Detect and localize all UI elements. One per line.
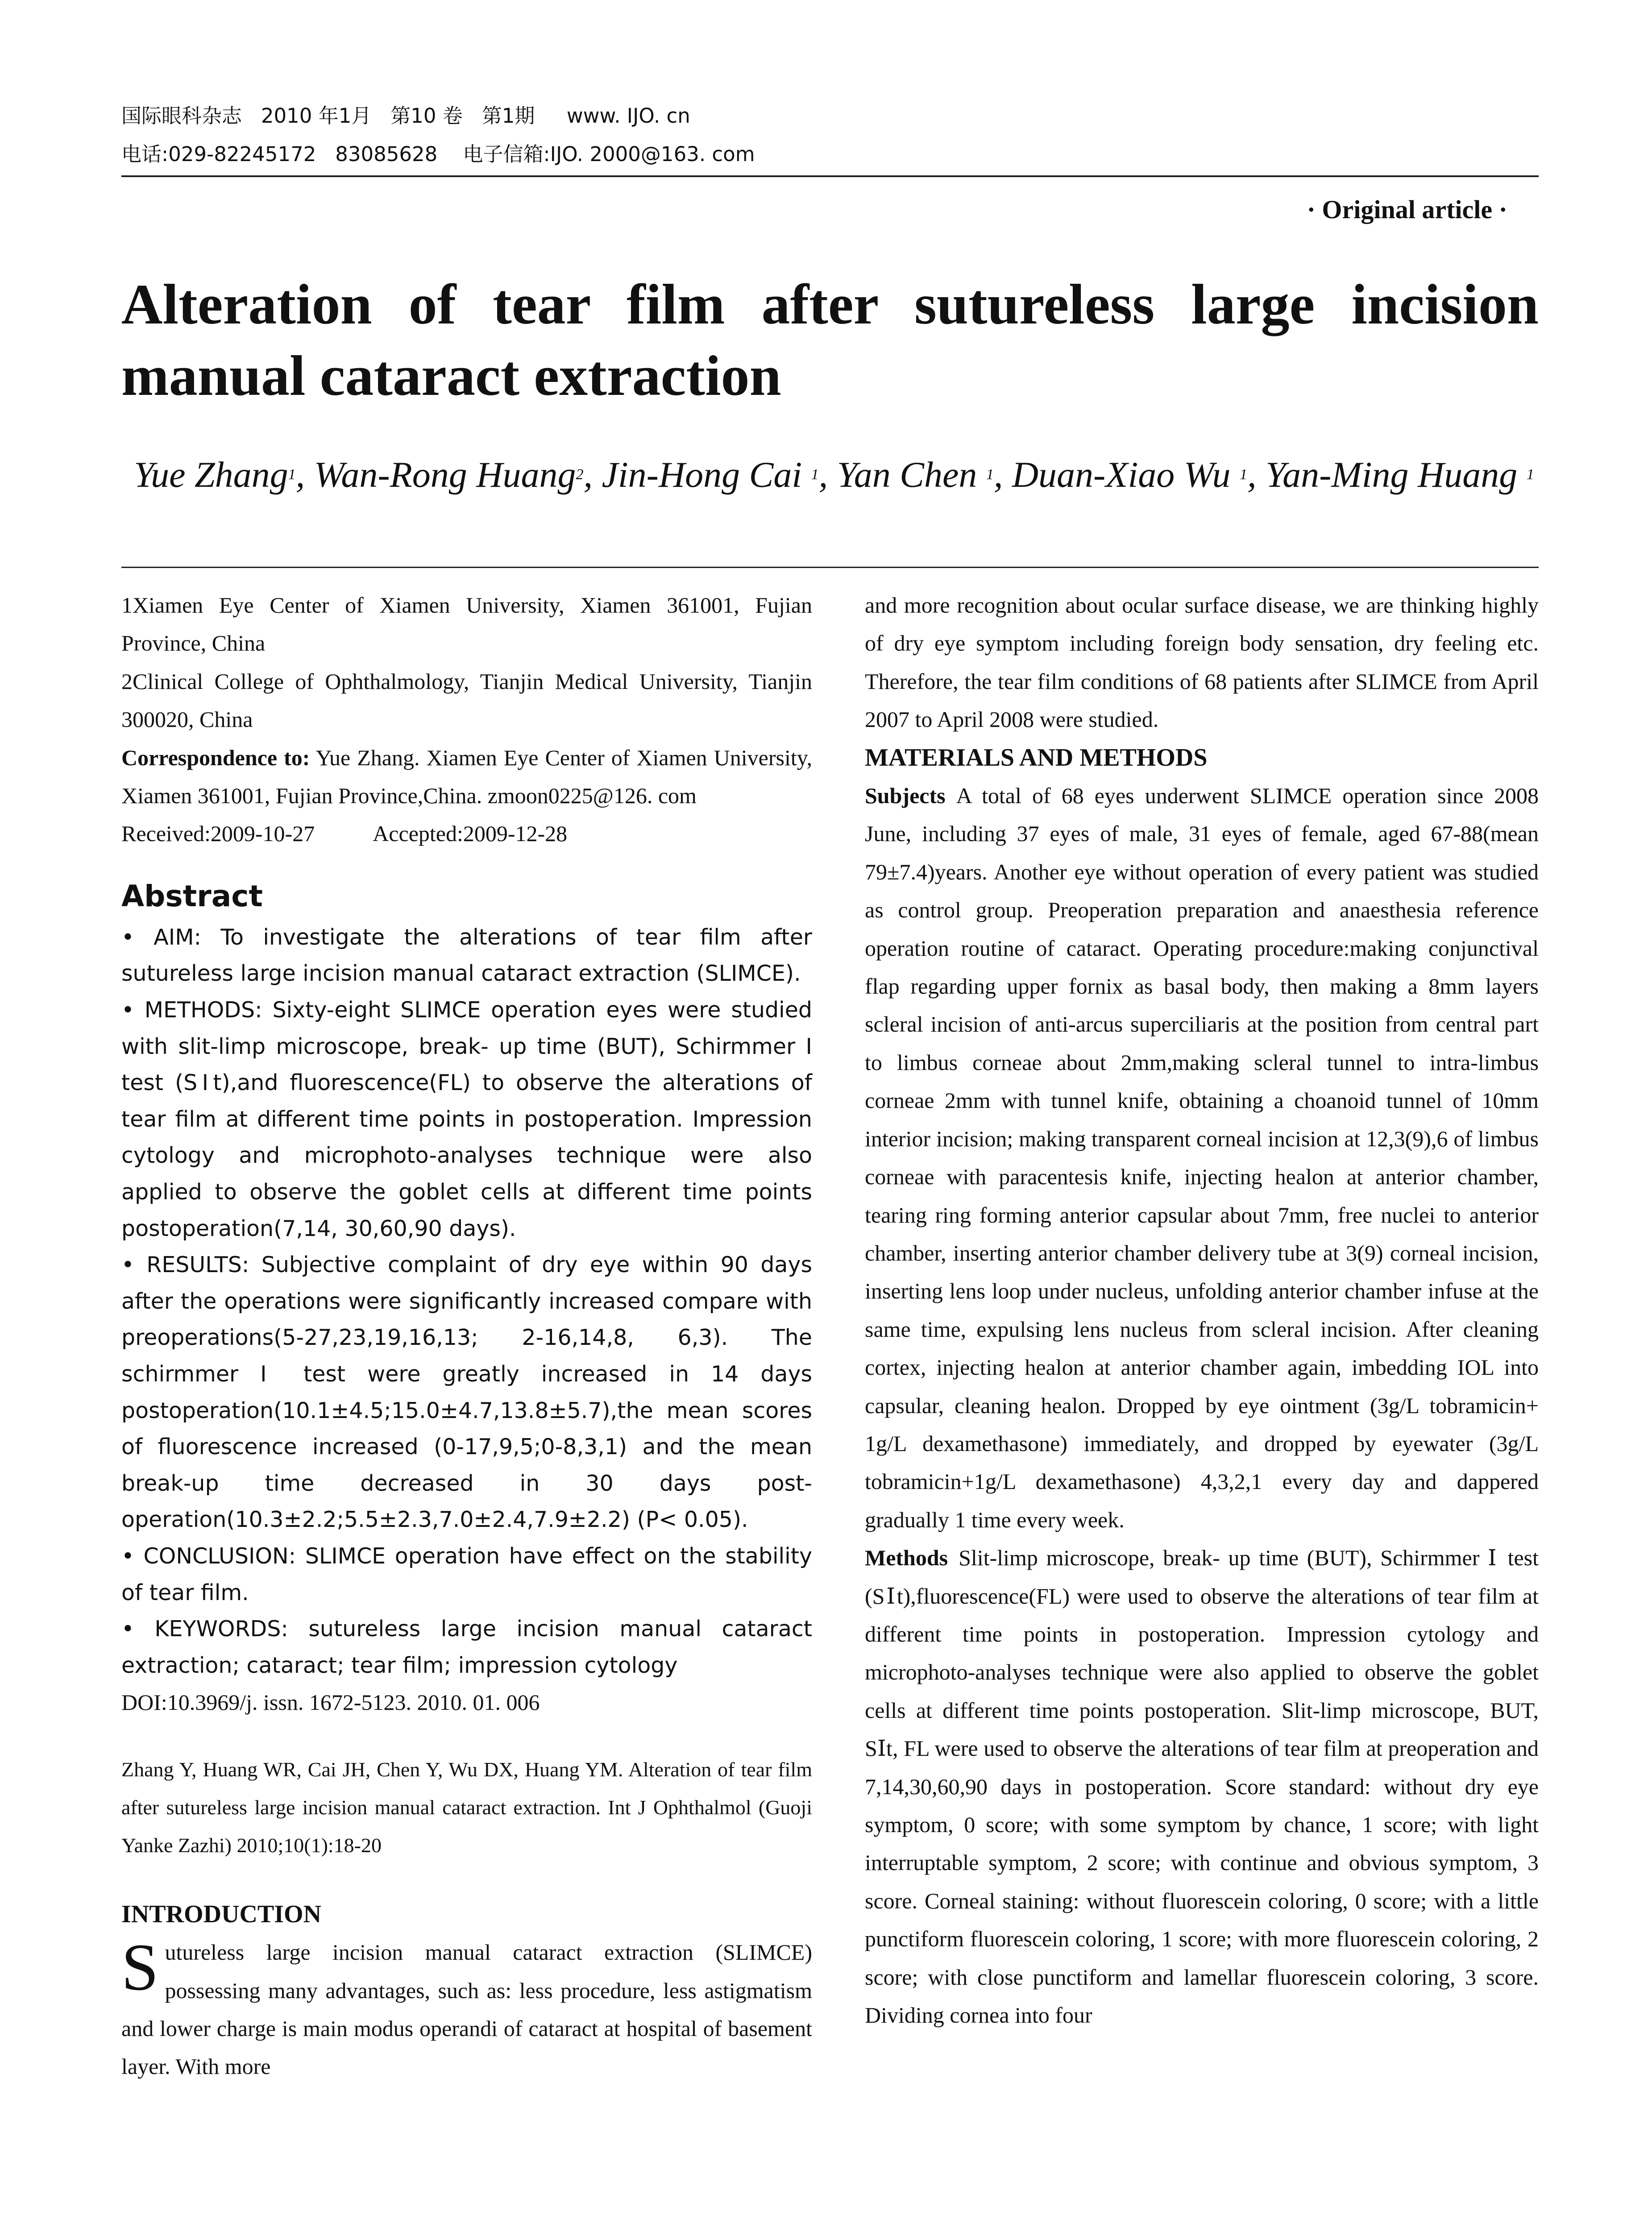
dates — [121, 815, 812, 853]
methods-label: Methods — [865, 1545, 948, 1571]
doi: DOI:10.3969/j. issn. 1672-5123. 2010. 01. 006 — [121, 1690, 540, 1715]
introduction-heading: INTRODUCTION — [121, 1900, 322, 1928]
abstract-keywords: • KEYWORDS: sutureless large incision manual cataract extraction; cataract; tear film; impression cytology — [121, 1616, 812, 1678]
correspondence-text: Yue Zhang. Xiamen Eye Center of Xiamen University, Xiamen 361001, Fujian Province,China. zmoon0225@126. com — [121, 745, 812, 809]
methods-paragraph — [865, 1539, 1539, 2034]
abstract-conclusion: • CONCLUSION: SLIMCE operation have effect on the stability of tear film. — [121, 1543, 812, 1605]
affiliation-1: 1Xiamen Eye Center of Xiamen University, Xiamen 361001, Fujian Province, China — [121, 593, 812, 656]
correspondence-label: Correspondence to: — [121, 745, 310, 770]
introduction-text — [121, 1930, 812, 2086]
abstract-heading: Abstract — [121, 879, 263, 913]
left-column — [121, 586, 812, 2086]
introduction-section — [121, 1895, 812, 2086]
authors-rule — [121, 567, 1539, 568]
right-column — [865, 586, 1539, 2034]
journal-header-line1: 国际眼科杂志 2010 年1月 第10 卷 第1期 www. IJO. cn — [121, 104, 690, 128]
methods-text: Slit-limp microscope, break- up time (BUT), Schirmmer Ⅰ test (SⅠt),fluorescence(FL) were used to observe the alterations of tear film at different time points in postoperation. Impression cytology and microphoto-analyses technique were also applied to observe the goblet cells at different time points postoperation. Slit-limp microscope, BUT, SⅠt, FL were used to observe the alterations of tear film at preoperation and 7,14,30,60,90 days in postoperation. Score standard: without dry eye symptom, 0 score; with some symptom by chance, 1 score; with light interruptable symptom, 2 score; with continue and obvious symptom, 3 score. Corneal staining: without fluorescein coloring, 0 score; with a little punctiform fluorescein coloring, 1 score; with more fluorescein coloring, 2 score; with close punctiform and lamellar fluorescein coloring, 3 score. Dividing cornea into four — [865, 1545, 1539, 2028]
subjects-text: A total of 68 eyes underwent SLIMCE operation since 2008 June, including 37 eyes of male, 31 eyes of female, aged 67-88(mean 79±7.4)years. Another eye without operation of every patient was studied as control group. Preoperation preparation and anaesthesia reference operation routine of cataract. Operating procedure:making conjunctival flap regarding upper fornix as basal body, then making a 8mm layers scleral incision of anti-arcus superciliaris at the position from central part to limbus corneae about 2mm,making scleral tunnel to intra-limbus corneae 2mm with tunnel knife, obtaining a choanoid tunnel of 10mm interior incision; making transparent corneal incision at 12,3(9),6 of limbus corneae with paracentesis knife, injecting healon at anterior chamber, tearing ring forming anterior capsular about 7mm, free nuclei to anterior chamber, inserting anterior chamber delivery tube at 3(9) corneal incision, inserting lens loop under nucleus, unfolding anterior chamber infuse at the same time, expulsing lens nucleus from scleral incision. After cleaning cortex, injecting healon at anterior chamber again, imbedding IOL into capsular, cleaning healon. Dropped by eye ointment (3g/L tobramicin+ 1g/L dexamethasone) immediately, and dropped by eyewater (3g/L tobramicin+1g/L dexamethasone) 4,3,2,1 every day and dappered gradually 1 time every week. — [865, 783, 1539, 1532]
received-date: Received:2009-10-27 — [121, 821, 315, 846]
article-title — [121, 269, 1539, 411]
accepted-date: Accepted:2009-12-28 — [373, 821, 568, 846]
abstract-body — [121, 919, 812, 1684]
correspondence — [121, 739, 812, 815]
introduction-continued: and more recognition about ocular surface disease, we are thinking highly of dry eye symptom including foreign body sensation, dry feeling etc. Therefore, the tear film conditions of 68 patients after SLIMCE from April 2007 to April 2008 were studied. — [865, 593, 1539, 732]
abstract-aim: • AIM: To investigate the alterations of tear film after sutureless large incision manual cataract extraction (SLIMCE). — [121, 924, 812, 987]
journal-header-line2: 电话:029-82245172 83085628 电子信箱:IJO. 2000@163. com — [121, 142, 755, 166]
materials-methods-heading: MATERIALS AND METHODS — [865, 743, 1208, 771]
citation: Zhang Y, Huang WR, Cai JH, Chen Y, Wu DX, Huang YM. Alteration of tear film after sutureless large incision manual cataract extraction. Int J Ophthalmol (Guoji Yanke Zazhi) 2010;10(1):18-20 — [121, 1758, 812, 1857]
abstract-methods: • METHODS: Sixty-eight SLIMCE operation eyes were studied with slit-limp microscope, break- up time (BUT), Schirmmer Ⅰ test (SⅠt),and fluorescence(FL) to observe the alterations of tear film at different time points in postoperation. Impression cytology and microphoto-analyses technique were also applied to observe the goblet cells at different time points postoperation(7,14, 30,60,90 days). — [121, 997, 812, 1241]
introduction-body: utureless large incision manual cataract extraction (SLIMCE) possessing many advantages, such as: less procedure, less astigmatism and lower charge is main modus operandi of cataract at hospital of basement layer. With more — [121, 1940, 812, 2079]
affiliation-block — [121, 586, 812, 853]
subjects-label: Subjects — [865, 783, 946, 809]
title-line-1: Alteration of tear film after sutureless large incision — [121, 273, 1539, 336]
affiliation-2: 2Clinical College of Ophthalmology, Tianjin Medical University, Tianjin 300020, China — [121, 668, 812, 732]
author-list: Yue Zhang$^1$, Wan-Rong Huang$^2$, Jin-Hong Cai $^1$, Yan Chen $^1$, Duan-Xiao Wu $^1$, Yan-Ming Huang $^1$ — [134, 454, 1534, 495]
drop-cap: S — [121, 1930, 159, 2005]
title-line-2: manual cataract extraction — [121, 344, 781, 407]
header-rule — [121, 175, 1539, 177]
subjects-paragraph — [865, 777, 1539, 1539]
abstract-results: • RESULTS: Subjective complaint of dry eye within 90 days after the operations were significantly increased compare with preoperations(5-27,23,19,16,13; 2-16,14,8, 6,3). The schirmmer Ⅰ test were greatly increased in 14 days postoperation(10.1±4.5;15.0±4.7,13.8±5.7),the mean scores of fluorescence increased (0-17,9,5;0-8,3,1) and the mean break-up time decreased in 30 days post-operation(10.3±2.2;5.5±2.3,7.0±2.4,7.9±2.2) (P< 0.05). — [121, 1252, 812, 1533]
article-type-label: · Original article · — [1307, 195, 1507, 224]
